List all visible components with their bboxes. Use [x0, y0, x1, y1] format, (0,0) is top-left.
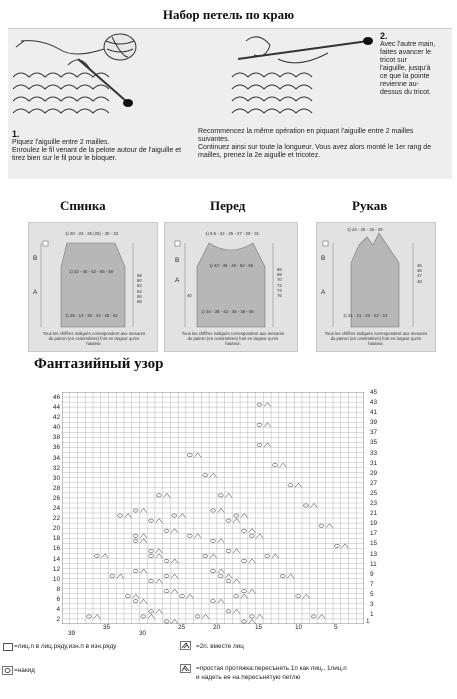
back-side-value: 66	[137, 293, 142, 299]
row-number: 7	[370, 580, 374, 588]
knitting-chart-grid	[62, 392, 364, 624]
front-schematic-panel	[164, 222, 298, 352]
back-side-letter: A	[33, 289, 38, 296]
step2-line: revienne au-	[380, 81, 419, 88]
front-piece-title: Перед	[210, 198, 246, 213]
row-number: 19	[370, 520, 378, 528]
stitch-number: 39	[68, 630, 76, 637]
row-number: 37	[370, 429, 378, 437]
front-side-value: 72	[277, 282, 282, 288]
knit-stitch-symbol-icon	[3, 643, 13, 651]
front-side-letter: 40	[187, 293, 192, 298]
skpo-symbol-icon	[180, 664, 192, 674]
page-title: Набор петель по краю	[162, 7, 295, 22]
chart-title: Фантазийный узор	[34, 356, 164, 372]
row-number: 31	[370, 459, 378, 467]
yarn-over-symbol-icon	[2, 666, 14, 676]
continue-line: mailles, prenez la 2e aiguille et tricotez.	[198, 152, 321, 159]
stitch-number: 15	[255, 624, 263, 631]
row-number: 17	[370, 530, 378, 538]
step1-illustration	[8, 29, 208, 129]
row-number: 21	[370, 510, 378, 518]
back-piece-title: Спинка	[60, 198, 106, 213]
back-top-measure: 1) 20 - 23 - 26 (28) - 30 - 33	[65, 231, 119, 236]
back-side-value: 58	[137, 273, 142, 278]
front-note	[177, 331, 289, 347]
step1-text	[12, 139, 202, 163]
back-side-value: 62	[137, 283, 142, 289]
back-side-letter: B	[33, 255, 38, 262]
back-side-value: 68	[137, 299, 142, 305]
row-number: 36	[52, 444, 60, 452]
sleeve-side-value: 45	[417, 263, 422, 268]
row-number: 38	[52, 434, 60, 442]
continue-line: suivantes.	[198, 136, 230, 143]
stitch-number: 25	[178, 624, 186, 631]
step2-line: Avec l'autre main,	[380, 41, 436, 48]
row-number: 18	[52, 535, 60, 543]
row-number: 45	[370, 389, 378, 396]
row-number: 9	[370, 570, 374, 578]
stitch-number: 35	[103, 624, 111, 631]
row-number: 33	[370, 449, 378, 457]
step2-line: tricot sur	[380, 57, 407, 64]
legend-item-skpo-line: =простая протяжка:пересънять 1п как лиц., 1лиц.п	[196, 665, 347, 672]
back-side-value: 60	[137, 278, 142, 284]
front-note-line: Tous les chiffres indiqués correspondent aux mesures	[181, 331, 285, 336]
stitch-number: 1	[366, 618, 370, 625]
row-number: 15	[370, 540, 378, 548]
step1-line: Enroulez le fil venant de la pelote autour de l'aiguille et	[12, 147, 182, 154]
front-side-value: 70	[277, 277, 282, 283]
legend-item-skpo	[196, 664, 446, 682]
step1-line: Piquez l'aiguille entre 2 mailles.	[12, 139, 110, 146]
back-schematic-panel	[28, 222, 158, 352]
row-number: 27	[370, 479, 378, 487]
continue-text	[198, 128, 450, 160]
row-number: 26	[52, 494, 60, 502]
front-side-value: 76	[277, 293, 282, 299]
step2-line: l'aiguille, jusqu'à	[380, 65, 431, 72]
step2-line: ce que la pointe	[380, 73, 430, 80]
sleeve-note	[321, 331, 431, 347]
row-number: 4	[56, 605, 60, 613]
step2-line: dessus du tricot.	[380, 89, 431, 96]
chart-right-row-numbers	[370, 388, 388, 620]
row-number: 28	[52, 484, 60, 492]
sleeve-schematic-panel	[316, 222, 436, 352]
row-number: 46	[52, 394, 60, 401]
sleeve-bottom-measure: 1) 21 - 21 - 22 - 22 - 24	[343, 313, 388, 318]
row-number: 16	[52, 545, 60, 553]
legend-item-skpo-line: и надеть ее на пересънятую петлю	[196, 674, 301, 681]
row-number: 42	[52, 414, 60, 422]
front-side-values	[277, 267, 282, 298]
row-number: 43	[370, 399, 378, 407]
sleeve-note-line: du patron (en centimètres) font en largeur qu'en	[330, 336, 422, 342]
sleeve-side-value: 46	[417, 268, 422, 274]
row-number: 8	[56, 585, 60, 593]
row-number: 20	[52, 525, 60, 533]
sleeve-top-measure: 1) 24 - 25 - 26 - 28	[347, 227, 383, 232]
sleeve-note-line: Tous les chiffres indiqués correspondent aux mesures	[324, 331, 428, 336]
row-number: 13	[370, 550, 378, 558]
sleeve-side-letter: B	[321, 255, 326, 262]
row-number: 44	[52, 404, 60, 412]
row-number: 5	[370, 590, 374, 598]
step1-number: 1.	[12, 129, 20, 139]
back-note-line: Tous les chiffres indiqués correspondent aux mesures	[42, 331, 146, 336]
stitch-number: 10	[295, 624, 303, 631]
legend-item-knit: =лиц.п в лиц.ряду,изн.п в изн.ряду	[14, 643, 117, 650]
front-side-letter: A	[175, 277, 180, 284]
back-middle-measure: 1) 32 - 45 - 52 - 55 - 58	[69, 269, 114, 274]
step2-line: faites avancer le	[380, 49, 431, 56]
back-note	[39, 331, 149, 347]
front-side-letter: B	[175, 257, 180, 264]
sleeve-side-values	[417, 263, 422, 284]
sleeve-piece-title: Рукав	[352, 198, 388, 213]
chart-left-row-numbers	[42, 393, 60, 625]
legend-item-k2tog: =2п. вместе лиц	[196, 643, 244, 650]
row-number: 3	[370, 600, 374, 608]
front-side-value: 66	[277, 267, 282, 272]
step2-illustration	[218, 29, 388, 129]
sleeve-side-value: 48	[417, 278, 422, 284]
front-side-value: 68	[277, 272, 282, 278]
row-number: 22	[52, 515, 60, 523]
front-bottom-measure: 1) 34 - 38 - 42 - 45 - 48 - 56	[201, 309, 254, 314]
step1-line: tirez bien sur le fil pour le bloquer.	[12, 155, 117, 162]
back-note-line: hauteur.	[86, 341, 102, 347]
row-number: 40	[52, 424, 60, 432]
legend-item-yarn-over: =накид	[14, 667, 35, 674]
back-side-value: 64	[137, 288, 142, 294]
back-side-values	[137, 273, 142, 304]
continue-line: Continuez ainsi sur toute la longueur. Vous avez alors monté le 1er rang de	[198, 144, 432, 151]
continue-line: Recommencez la même opération en piquant l'aiguille entre 2 mailles	[198, 128, 414, 135]
row-number: 1	[370, 611, 374, 619]
back-bottom-measure: 1) 25 - 14 - 30 - 44 - 48 - 52	[65, 313, 118, 318]
row-number: 24	[52, 505, 60, 513]
row-number: 35	[370, 439, 378, 447]
row-number: 10	[52, 575, 60, 583]
front-note-line: hauteur.	[225, 341, 241, 347]
stitch-number: 20	[213, 624, 221, 631]
row-number: 34	[52, 454, 60, 462]
sleeve-side-letter: A	[321, 289, 326, 296]
row-number: 6	[56, 595, 60, 603]
row-number: 39	[370, 419, 378, 427]
cast-on-instructions-panel	[8, 28, 452, 179]
stitch-number: 5	[334, 624, 338, 631]
row-number: 41	[370, 409, 378, 417]
sleeve-note-line: hauteur.	[368, 341, 384, 347]
front-middle-measure: 1) 43 - 46 - 49 - 52 - 55	[209, 263, 254, 268]
row-number: 29	[370, 469, 378, 477]
row-number: 32	[52, 464, 60, 472]
row-number: 14	[52, 555, 60, 563]
front-side-value: 74	[277, 287, 282, 293]
legend	[0, 640, 457, 699]
row-number: 2	[56, 616, 60, 624]
stitch-number: 30	[139, 630, 147, 637]
row-number: 30	[52, 474, 60, 482]
front-note-line: du patron (en centimètres) font en largeur qu'en	[187, 336, 279, 342]
sleeve-side-value: 47	[417, 273, 422, 279]
back-note-line: du patron (en centimètres) font en largeur qu'en	[48, 336, 140, 342]
row-number: 23	[370, 500, 378, 508]
row-number: 25	[370, 489, 378, 497]
row-number: 12	[52, 565, 60, 573]
step2-number: 2.	[380, 31, 388, 41]
row-number: 11	[370, 560, 377, 568]
k2tog-symbol-icon	[180, 641, 192, 651]
step2-text	[380, 41, 450, 97]
front-top-measure: 1) 9,5 - 22 - 25 - 27 - 29 - 31	[205, 231, 259, 236]
